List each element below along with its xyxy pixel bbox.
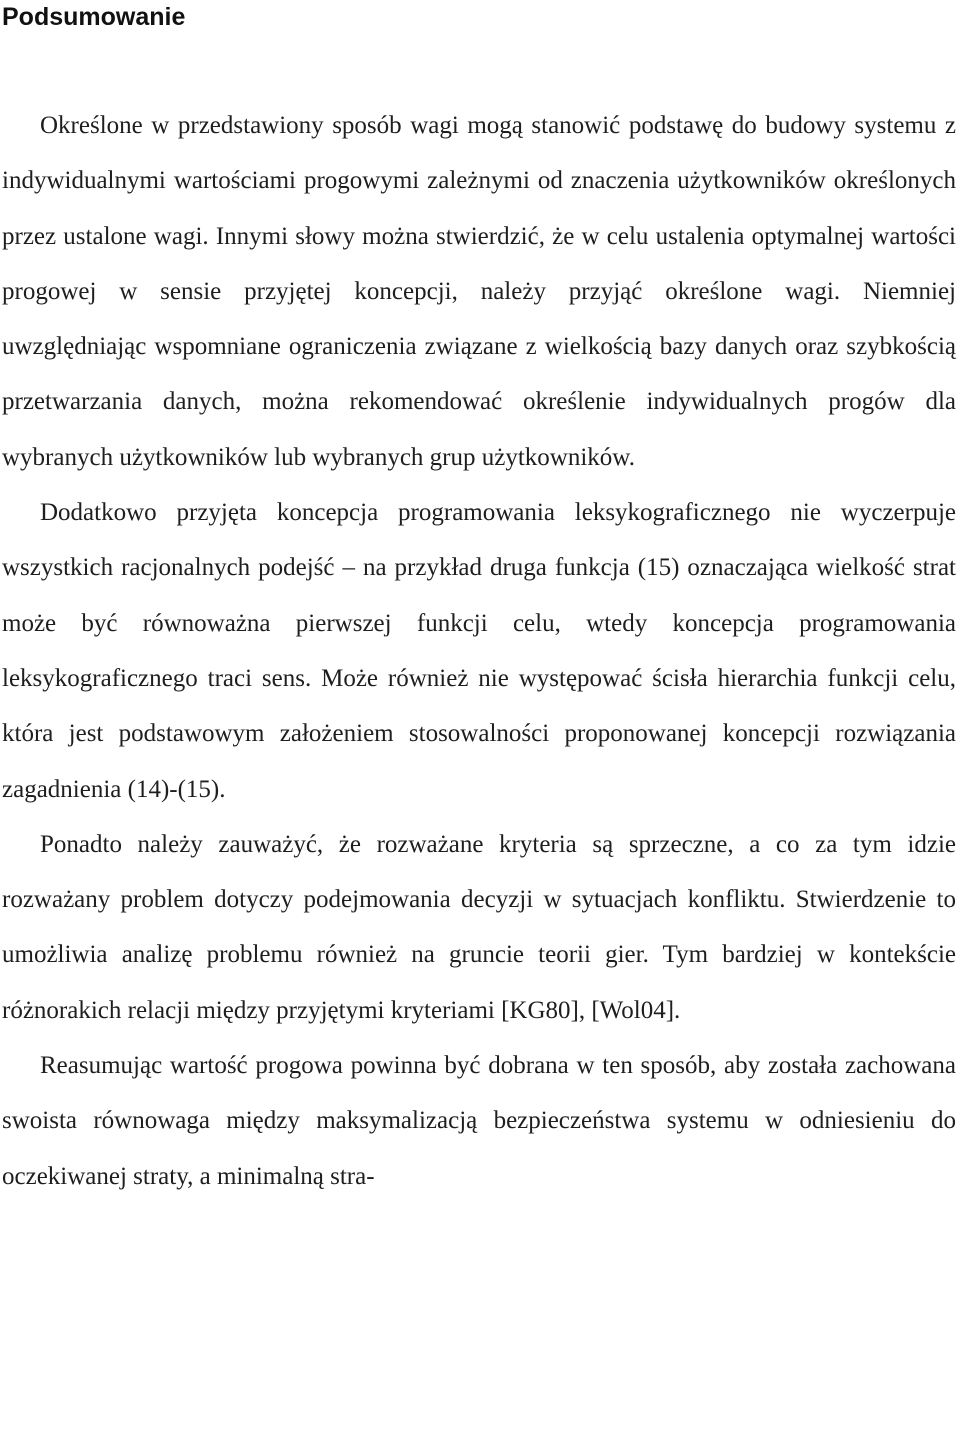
section-heading: Podsumowanie	[2, 3, 186, 31]
paragraph-2: Dodatkowo przyjęta koncepcja programowania leksykograficznego nie wyczerpuje wszystkich racjonalnych podejść – na przykład druga funkcja (15) oznaczająca wielkość strat może być równoważna pierwszej funkcji celu, wtedy koncepcja programowania leksykograficznego traci sens. Może również nie występować ścisła hierarchia funkcji celu, która jest podstawowym założeniem stosowalności proponowanej koncepcji rozwiązania zagadnienia (14)-(15).	[2, 499, 956, 803]
paragraph-3: Ponadto należy zauważyć, że rozważane kryteria są sprzeczne, a co za tym idzie rozważany problem dotyczy podejmowania decyzji w sytuacjach konfliktu. Stwierdzenie to umożliwia analizę problemu również na gruncie teorii gier. Tym bardziej w kontekście różnorakich relacji między przyjętymi kryteriami [KG80], [Wol04].	[2, 830, 956, 1024]
paragraph-1: Określone w przedstawiony sposób wagi mogą stanowić podstawę do budowy systemu z indywidualnymi wartościami progowymi zależnymi od znaczenia użytkowników określonych przez ustalone wagi. Innymi słowy można stwierdzić, że w celu ustalenia optymalnej wartości progowej w sensie przyjętej koncepcji, należy przyjąć określone wagi. Niemniej uwzględniając wspomniane ograniczenia związane z wielkością bazy danych oraz szybkością przetwarzania danych, można rekomendować określenie indywidualnych progów dla wybranych użytkowników lub wybranych grup użytkowników.	[2, 112, 956, 471]
body-text	[2, 98, 956, 1204]
paragraph-4: Reasumując wartość progowa powinna być dobrana w ten sposób, aby została zachowana swoista równowaga między maksymalizacją bezpieczeństwa systemu w odniesieniu do oczekiwanej straty, a minimalną stra-	[2, 1052, 956, 1190]
